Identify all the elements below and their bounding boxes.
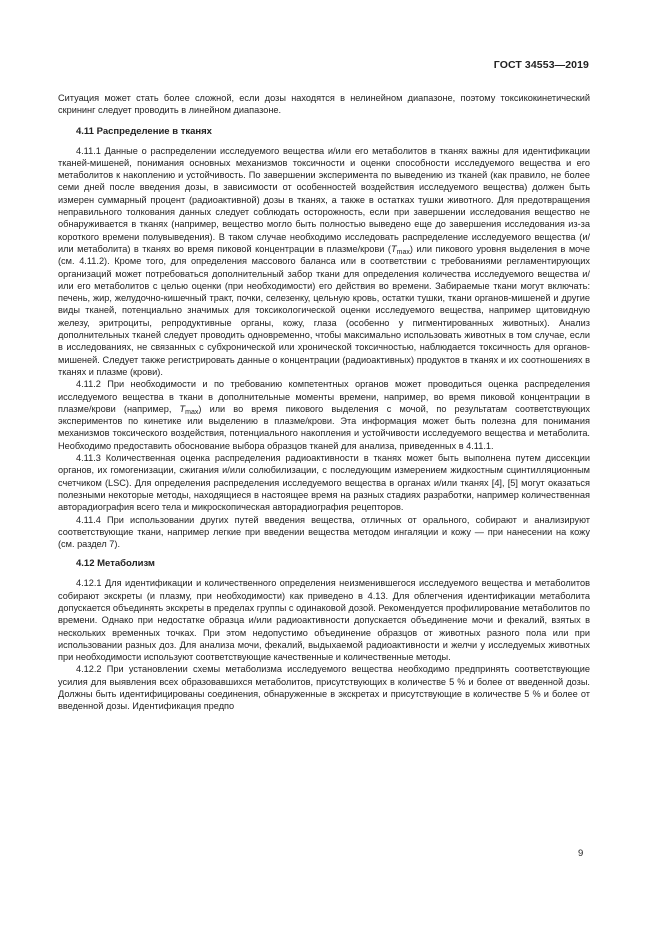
tmax-letter-2: T (179, 403, 186, 414)
paragraph-4-11-4: 4.11.4 При использовании других путей введения вещества, отличных от орального, собирают и анализируют соответствующие ткани, например легкие при введении вещества методом ингаляции и кожу — при нанесении на кожу (см. раздел 7). (58, 514, 590, 550)
paragraph-4-12-2: 4.12.2 При установлении схемы метаболизма исследуемого вещества необходимо предпринять соответствующие усилия для выявления всех образовавшихся метаболитов, присутствующих в количестве 5 % и более от введенной дозы. Должны быть идентифицированы соединения, обнаруженные в экскретах и присутствующие в количестве 5 % и более от введенной дозы. Идентификация предпо (58, 664, 590, 712)
paragraph-4-11-3: 4.11.3 Количественная оценка распределения радиоактивности в тканях может быть выполнена путем диссекции органов, их гомогенизации, сжигания и/или солюбилизации, с последующим измерением жидкостным сцинтилляционным счетчиком (LSC). Для определения распределения исследуемого вещества в органах и/или тканях [4], [5] могут оказаться полезными некоторые методы, находящиеся в настоящее время на разных стадиях разработки, например количественная авторадиография всего тела и микроскопическая авторадиография рецепторов. (58, 453, 590, 513)
page-number: 9 (578, 848, 584, 859)
document-standard-header: ГОСТ 34553—2019 (493, 59, 589, 71)
section-4-11-title: 4.11 Распределение в тканях (76, 125, 212, 137)
paragraph-4-11-2-part-b: ) или во время пикового выделения с мочой, по результатам соответствующих экспериментов по кинетике или выделению в плазме/крови. Эта информация может быть полезна для понимания механизмов токсического воздействия, потенциального накопления и устойчивости исследуемого вещества и метаболита. Необходимо предоставить обоснование выбора образцов тканей для анализа, приведенных в 4.11.1. (58, 403, 590, 451)
tmax-symbol-2 (180, 404, 199, 414)
paragraph-4-11-1-part-b: ) или пикового уровня выделения в моче (см. 4.11.2). Кроме того, для определения массового баланса или в соответствии с требованиями регламентирующих организаций может потребоваться дополнительный забор ткани для определения количества исследуемого вещества и/или его метаболитов с целью оценки (при необходимости) его действия во времени. Забираемые ткани могут включать: печень, жир, желудочно-кишечный тракт, почки, селезенку, цельную кровь, остатки тушки, ткани органов-мишеней и другие виды тканей, потенциально значимых для токсикологической оценки исследуемого вещества, например щитовидную железу, эритроциты, репродуктивные органы, кожу, глаза (особенно у пигментированных животных). Анализ дополнительных тканей следует проводить одновременно, чтобы максимально использовать животных в том случае, если в исследованиях, не связанных с субхронической или хронической токсичностью, наблюдается токсичность для органов-мишеней. Следует также регистрировать данные о концентрации (радиоактивных) продуктов в тканях и их соотношениях в тканях и плазме (крови). (58, 243, 590, 377)
paragraph-4-12-1: 4.12.1 Для идентификации и количественного определения неизменившегося исследуемого вещества и метаболитов собирают экскреты (и плазму, при необходимости) как приведено в 4.13. Для облегчения идентификации метаболита допускается объединять экскреты в пределах группы с одинаковой дозой. Рекомендуется профилирование метаболитов по времени. Однако при недостатке образца и/или радиоактивности допускается объединение мочи и фекалий, взятых в нескольких временных точках. При этом недопустимо объединение образцов от животных разного пола или при использовании разных доз. Для анализа мочи, фекалий, выдыхаемой радиоактивности и желчи у исследуемых животных при необходимости используют соответствующие качественные и количественные методы. (58, 578, 590, 663)
paragraph-4-11-2-part-a: 4.11.2 При необходимости и по требованию компетентных органов может проводиться оценка распределения исследуемого вещества в ткани в дополнительные моменты времени, например, во время пиковой концентрации в плазме/крови (например, (58, 379, 590, 414)
section-4-12-title: 4.12 Метаболизм (76, 558, 155, 570)
document-body (58, 92, 590, 713)
paragraph-4-11-2 (58, 378, 590, 452)
tmax-subscript-2: max (185, 408, 199, 416)
paragraph-4-11-1 (58, 145, 590, 379)
intro-paragraph: Ситуация может стать более сложной, если дозы находятся в нелинейном диапазоне, поэтому токсикокинетический скрининг следует проводить в линейном диапазоне. (58, 93, 590, 116)
paragraph-4-11-1-part-a: 4.11.1 Данные о распределении исследуемого вещества и/или его метаболитов в тканях важны для идентификации тканей-мишеней, понимания основных механизмов токсичности и оценки способности исследуемого вещества и его метаболитов к накоплению и устойчивость. По завершении эксперимента по выведению из тканей (как правило, не более семи дней после введения дозы, в зависимости от особенностей воздействия исследуемого вещества) должен быть измерен суммарный процент (радиоактивной) дозы в тканях, а также в остатках тушки животного. Для предотвращения неправильного толкования данных следует соблюдать осторожность, если при завершении исследования вещество не обнаруживается в тканях (например, вещество могло быть полностью выведено еще до завершения исследования из-за короткого времени полувыведения). В таком случае необходимо исследовать распределение исследуемого вещества (и/или метаболита) в тканях во время пиковой концентрации в плазме/крови ( (58, 145, 590, 254)
tmax-subscript: max (396, 248, 410, 256)
tmax-letter: T (390, 243, 397, 254)
tmax-symbol (391, 244, 410, 254)
